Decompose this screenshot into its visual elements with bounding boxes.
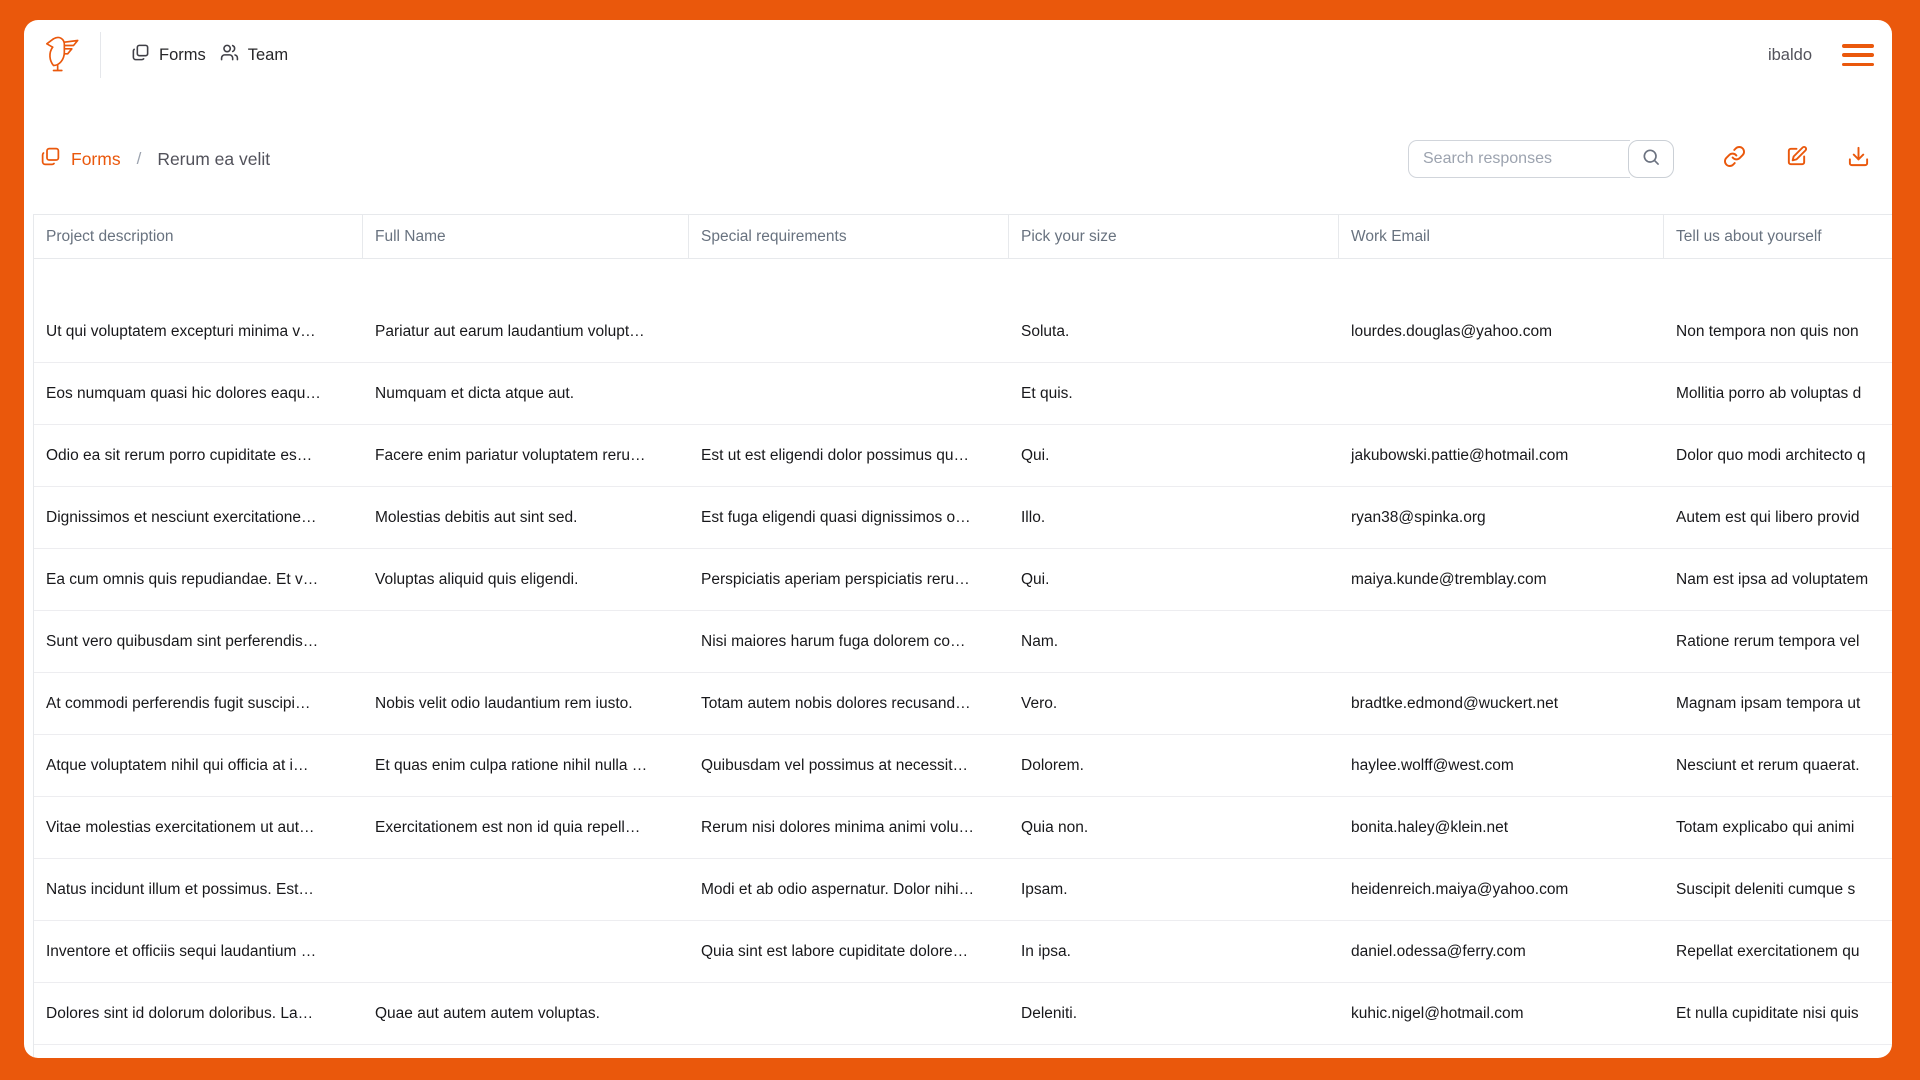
- table-cell: Totam explicabo qui animi: [1676, 818, 1855, 836]
- table-cell: Molestias debitis aut sint sed.: [375, 508, 578, 526]
- table-cell: Nisi maiores harum fuga dolorem co…: [701, 632, 966, 650]
- table-cell: Exercitationem est non id quia repell…: [375, 818, 641, 836]
- column-header: Project description: [34, 215, 363, 258]
- magnifier-icon: [1641, 147, 1661, 172]
- table-cell: Et nulla cupiditate nisi quis: [1676, 1004, 1859, 1022]
- table-cell: Ut qui voluptatem excepturi minima v…: [46, 322, 316, 340]
- table-cell: Est ut est eligendi dolor possimus qu…: [701, 446, 969, 464]
- table-row[interactable]: [34, 425, 1892, 487]
- column-header: Pick your size: [1009, 215, 1339, 258]
- search-box: [1408, 140, 1674, 178]
- breadcrumb-separator: /: [136, 149, 142, 168]
- table-row[interactable]: [34, 301, 1892, 363]
- table-header-row: [34, 215, 1892, 259]
- table-row[interactable]: [34, 549, 1892, 611]
- table-cell: ryan38@spinka.org: [1351, 508, 1486, 526]
- table-cell: At commodi perferendis fugit suscipi…: [46, 694, 311, 712]
- table-cell: Suscipit deleniti cumque s: [1676, 880, 1856, 898]
- table-cell: [363, 921, 689, 982]
- topbar-divider: [100, 32, 101, 78]
- table-cell: Numquam et dicta atque aut.: [375, 384, 575, 402]
- table-cell: [689, 983, 1009, 1044]
- bird-logo-icon: [41, 30, 81, 81]
- table-row[interactable]: [34, 735, 1892, 797]
- table-cell: In ipsa.: [1021, 942, 1071, 960]
- table-cell: Qui.: [1021, 446, 1050, 464]
- table-cell: bonita.haley@klein.net: [1351, 818, 1509, 836]
- table-cell: kuhic.nigel@hotmail.com: [1351, 1004, 1524, 1022]
- table-cell: lourdes.douglas@yahoo.com: [1351, 322, 1552, 340]
- column-header: Tell us about yourself: [1664, 215, 1892, 258]
- table-cell: Deleniti.: [1021, 1004, 1077, 1022]
- table-cell: Odio ea sit rerum porro cupiditate es…: [46, 446, 313, 464]
- app-logo[interactable]: [40, 31, 82, 79]
- main-card: [24, 20, 1892, 1058]
- table-cell: Eos numquam quasi hic dolores eaqu…: [46, 384, 321, 402]
- table-cell: Ratione rerum tempora vel: [1676, 632, 1860, 650]
- table-cell: Et quas enim culpa ratione nihil nulla …: [375, 756, 648, 774]
- search-input[interactable]: [1408, 140, 1630, 178]
- table-cell: jakubowski.pattie@hotmail.com: [1351, 446, 1569, 464]
- table-cell: [689, 301, 1009, 362]
- table-cell: Atque voluptatem nihil qui officia at i…: [46, 756, 309, 774]
- breadcrumb-toolbar-row: [40, 139, 1874, 179]
- table-row[interactable]: [34, 487, 1892, 549]
- breadcrumb: [40, 146, 270, 172]
- breadcrumb-current-form: Rerum ea velit: [157, 148, 271, 169]
- column-header: Full Name: [363, 215, 689, 258]
- responses-table: [33, 214, 1892, 1058]
- table-cell: Magnam ipsam tempora ut: [1676, 694, 1861, 712]
- toolbar: [1408, 140, 1874, 178]
- table-cell: Nam est ipsa ad voluptatem: [1676, 570, 1869, 588]
- table-cell: Sunt vero quibusdam sint perferendis…: [46, 632, 319, 650]
- table-cell: [363, 859, 689, 920]
- table-row[interactable]: [34, 921, 1892, 983]
- table-cell: Voluptas aliquid quis eligendi.: [375, 570, 579, 588]
- table-cell: Illo.: [1021, 508, 1046, 526]
- table-cell: Dolorem.: [1021, 756, 1084, 774]
- table-row[interactable]: [34, 363, 1892, 425]
- table-cell: Facere enim pariatur voluptatem reru…: [375, 446, 646, 464]
- download-button[interactable]: [1846, 147, 1870, 171]
- column-header: Work Email: [1339, 215, 1664, 258]
- download-icon: [1847, 145, 1870, 173]
- table-cell: Qui.: [1021, 570, 1050, 588]
- action-icons: [1722, 147, 1870, 171]
- table-cell: [1339, 611, 1664, 672]
- table-cell: Est fuga eligendi quasi dignissimos o…: [701, 508, 971, 526]
- breadcrumb-forms-link[interactable]: Forms: [71, 148, 121, 169]
- table-cell: Modi et ab odio aspernatur. Dolor nihi…: [701, 880, 975, 898]
- table-cell: Inventore et officiis sequi laudantium …: [46, 942, 317, 960]
- column-header: Special requirements: [689, 215, 1009, 258]
- edit-icon: [1785, 145, 1808, 173]
- search-button[interactable]: [1628, 140, 1674, 178]
- table-row[interactable]: [34, 983, 1892, 1045]
- copy-icon: [131, 43, 150, 67]
- table-cell: haylee.wolff@west.com: [1351, 756, 1514, 774]
- share-link-button[interactable]: [1722, 147, 1746, 171]
- table-cell: Nam.: [1021, 632, 1059, 650]
- table-cell: Mollitia porro ab voluptas d: [1676, 384, 1862, 402]
- hamburger-menu-icon[interactable]: [1842, 44, 1874, 66]
- table-cell: [689, 363, 1009, 424]
- table-row[interactable]: [34, 797, 1892, 859]
- table-cell: Repellat exercitationem qu: [1676, 942, 1860, 960]
- table-cell: bradtke.edmond@wuckert.net: [1351, 694, 1559, 712]
- table-row[interactable]: [34, 611, 1892, 673]
- table-cell: Vero.: [1021, 694, 1058, 712]
- table-row[interactable]: [34, 673, 1892, 735]
- table-cell: Dolor quo modi architecto q: [1676, 446, 1866, 464]
- users-icon: [220, 43, 239, 67]
- table-cell: Natus incidunt illum et possimus. Est…: [46, 880, 314, 898]
- table-cell: Totam autem nobis dolores recusand…: [701, 694, 971, 712]
- table-cell: Perspiciatis aperiam perspiciatis reru…: [701, 570, 970, 588]
- table-cell: [1339, 363, 1664, 424]
- table-cell: Et quis.: [1021, 384, 1073, 402]
- table-cell: Nobis velit odio laudantium rem iusto.: [375, 694, 633, 712]
- table-row[interactable]: [34, 859, 1892, 921]
- table-cell: Quia sint est labore cupiditate dolore…: [701, 942, 969, 960]
- table-cell: heidenreich.maiya@yahoo.com: [1351, 880, 1569, 898]
- nav-item-forms[interactable]: [131, 43, 206, 67]
- user-menu[interactable]: ibaldo: [1767, 45, 1812, 64]
- table-cell: Dignissimos et nesciunt exercitatione…: [46, 508, 317, 526]
- empty-row: [34, 259, 1892, 301]
- table-cell: Soluta.: [1021, 322, 1070, 340]
- table-body: [34, 301, 1892, 1045]
- nav-item-label: Forms: [159, 45, 206, 64]
- table-cell: Quia non.: [1021, 818, 1089, 836]
- link-icon: [1723, 145, 1746, 173]
- table-cell: Autem est qui libero provid: [1676, 508, 1860, 526]
- copy-icon: [40, 146, 61, 172]
- nav-item-team[interactable]: [220, 43, 288, 67]
- edit-form-button[interactable]: [1784, 147, 1808, 171]
- topbar: [24, 20, 1892, 90]
- table-cell: Dolores sint id dolorum doloribus. La…: [46, 1004, 314, 1022]
- nav-item-label: Team: [247, 45, 289, 64]
- table-cell: Nesciunt et rerum quaerat.: [1676, 756, 1860, 774]
- table-cell: Rerum nisi dolores minima animi volu…: [701, 818, 975, 836]
- table-cell: Ea cum omnis quis repudiandae. Et v…: [46, 570, 319, 588]
- table-cell: [363, 611, 689, 672]
- table-cell: Non tempora non quis non: [1676, 322, 1859, 340]
- table-cell: Ipsam.: [1021, 880, 1068, 898]
- table-cell: Quae aut autem autem voluptas.: [375, 1004, 600, 1022]
- table-cell: Quibusdam vel possimus at necessit…: [701, 756, 969, 774]
- table-cell: daniel.odessa@ferry.com: [1351, 942, 1526, 960]
- table-cell: Vitae molestias exercitationem ut aut…: [46, 818, 315, 836]
- table-cell: maiya.kunde@tremblay.com: [1351, 570, 1547, 588]
- table-cell: Pariatur aut earum laudantium volupt…: [375, 322, 645, 340]
